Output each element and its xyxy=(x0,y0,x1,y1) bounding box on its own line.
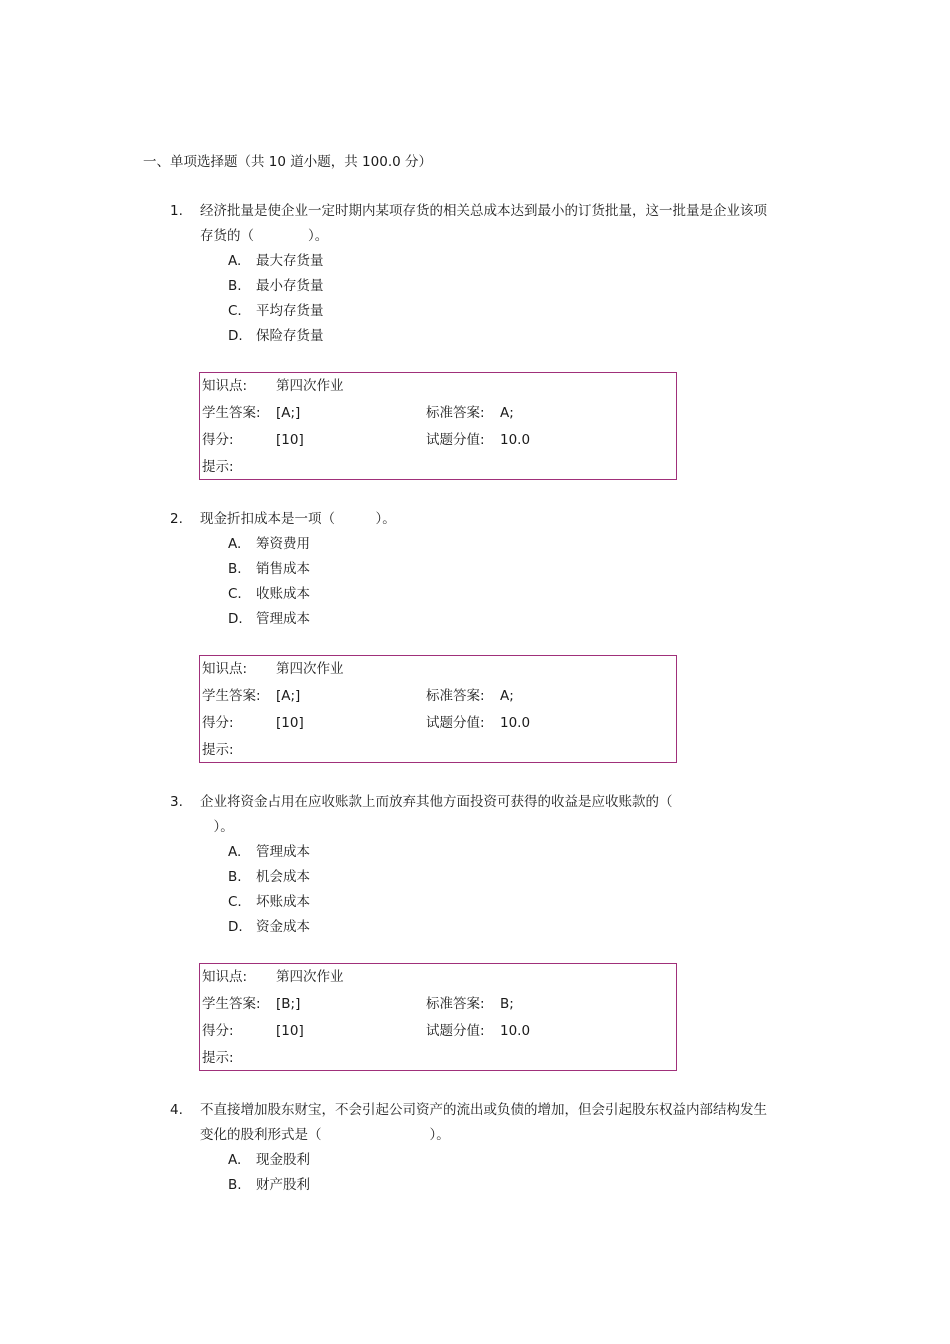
standard-answer-label: 标准答案: xyxy=(426,996,485,1012)
option-d xyxy=(228,324,810,349)
question-number: 3. xyxy=(170,794,183,810)
option-text: 坏账成本 xyxy=(256,894,310,910)
question-1 xyxy=(170,199,810,349)
option-letter: A. xyxy=(228,844,242,860)
student-answer-value: [A;] xyxy=(276,688,301,704)
question-text-line-2: 变化的股利形式是（ ）。 xyxy=(200,1127,450,1143)
option-text: 现金股利 xyxy=(256,1152,310,1168)
option-letter: B. xyxy=(228,869,242,885)
option-text: 管理成本 xyxy=(256,844,310,860)
option-a xyxy=(228,532,810,557)
options-list xyxy=(228,249,810,349)
score-label: 得分: xyxy=(202,1023,234,1039)
answer-info-box-2 xyxy=(199,655,677,763)
option-text: 平均存货量 xyxy=(256,303,324,319)
knowledge-value: 第四次作业 xyxy=(276,969,344,985)
score-value: [10] xyxy=(276,1023,304,1039)
knowledge-label: 知识点: xyxy=(202,969,248,985)
option-text: 机会成本 xyxy=(256,869,310,885)
points-value: 10.0 xyxy=(500,715,531,731)
option-text: 最大存货量 xyxy=(256,253,324,269)
student-answer-label: 学生答案: xyxy=(202,996,261,1012)
question-text-line-1: 不直接增加股东财宝，不会引起公司资产的流出或负债的增加，但会引起股东权益内部结构发生 xyxy=(200,1102,767,1118)
option-letter: D. xyxy=(228,328,243,344)
standard-answer-label: 标准答案: xyxy=(426,405,485,421)
options-list xyxy=(228,532,810,632)
score-label: 得分: xyxy=(202,715,234,731)
option-a xyxy=(228,840,810,865)
question-text-line-2: 存货的（ ）。 xyxy=(200,228,329,244)
points-label: 试题分值: xyxy=(426,715,485,731)
score-value: [10] xyxy=(276,432,304,448)
points-label: 试题分值: xyxy=(426,1023,485,1039)
option-b xyxy=(228,274,810,299)
option-letter: D. xyxy=(228,919,243,935)
score-value: [10] xyxy=(276,715,304,731)
question-number: 2. xyxy=(170,511,183,527)
score-label: 得分: xyxy=(202,432,234,448)
option-letter: B. xyxy=(228,561,242,577)
question-number: 4. xyxy=(170,1102,183,1118)
question-4 xyxy=(170,1098,830,1198)
points-value: 10.0 xyxy=(500,432,531,448)
option-text: 销售成本 xyxy=(256,561,310,577)
option-text: 管理成本 xyxy=(256,611,310,627)
section-title: 一、单项选择题（共 10 道小题，共 100.0 分） xyxy=(143,154,432,170)
option-letter: B. xyxy=(228,278,242,294)
points-label: 试题分值: xyxy=(426,432,485,448)
knowledge-label: 知识点: xyxy=(202,378,248,394)
question-text-line-1: 企业将资金占用在应收账款上而放弃其他方面投资可获得的收益是应收账款的（ xyxy=(200,794,673,810)
hint-label: 提示: xyxy=(202,742,234,758)
student-answer-value: [A;] xyxy=(276,405,301,421)
knowledge-value: 第四次作业 xyxy=(276,661,344,677)
question-text-line-1: 现金折扣成本是一项（ ）。 xyxy=(200,511,396,527)
options-list xyxy=(228,1148,830,1198)
student-answer-label: 学生答案: xyxy=(202,405,261,421)
option-a xyxy=(228,1148,830,1173)
option-letter: A. xyxy=(228,253,242,269)
student-answer-value: [B;] xyxy=(276,996,301,1012)
question-text-line-2: ）。 xyxy=(200,819,234,835)
option-b xyxy=(228,865,810,890)
option-letter: A. xyxy=(228,536,242,552)
option-c xyxy=(228,890,810,915)
option-c xyxy=(228,582,810,607)
options-list xyxy=(228,840,810,940)
option-text: 资金成本 xyxy=(256,919,310,935)
standard-answer-value: A; xyxy=(500,405,514,421)
option-d xyxy=(228,915,810,940)
option-d xyxy=(228,607,810,632)
hint-label: 提示: xyxy=(202,459,234,475)
option-b xyxy=(228,557,810,582)
option-a xyxy=(228,249,810,274)
knowledge-value: 第四次作业 xyxy=(276,378,344,394)
hint-label: 提示: xyxy=(202,1050,234,1066)
option-text: 财产股利 xyxy=(256,1177,310,1193)
answer-info-box-1 xyxy=(199,372,677,480)
standard-answer-label: 标准答案: xyxy=(426,688,485,704)
option-text: 收账成本 xyxy=(256,586,310,602)
option-c xyxy=(228,299,810,324)
option-letter: D. xyxy=(228,611,243,627)
option-letter: C. xyxy=(228,586,242,602)
points-value: 10.0 xyxy=(500,1023,531,1039)
option-text: 保险存货量 xyxy=(256,328,324,344)
option-text: 筹资费用 xyxy=(256,536,310,552)
option-letter: C. xyxy=(228,303,242,319)
question-3 xyxy=(170,790,810,940)
standard-answer-value: B; xyxy=(500,996,514,1012)
option-letter: A. xyxy=(228,1152,242,1168)
option-letter: B. xyxy=(228,1177,242,1193)
question-text-line-1: 经济批量是使企业一定时期内某项存货的相关总成本达到最小的订货批量，这一批量是企业该项 xyxy=(200,203,767,219)
standard-answer-value: A; xyxy=(500,688,514,704)
student-answer-label: 学生答案: xyxy=(202,688,261,704)
question-number: 1. xyxy=(170,203,183,219)
knowledge-label: 知识点: xyxy=(202,661,248,677)
option-text: 最小存货量 xyxy=(256,278,324,294)
question-2 xyxy=(170,507,810,632)
option-letter: C. xyxy=(228,894,242,910)
option-b xyxy=(228,1173,830,1198)
answer-info-box-3 xyxy=(199,963,677,1071)
